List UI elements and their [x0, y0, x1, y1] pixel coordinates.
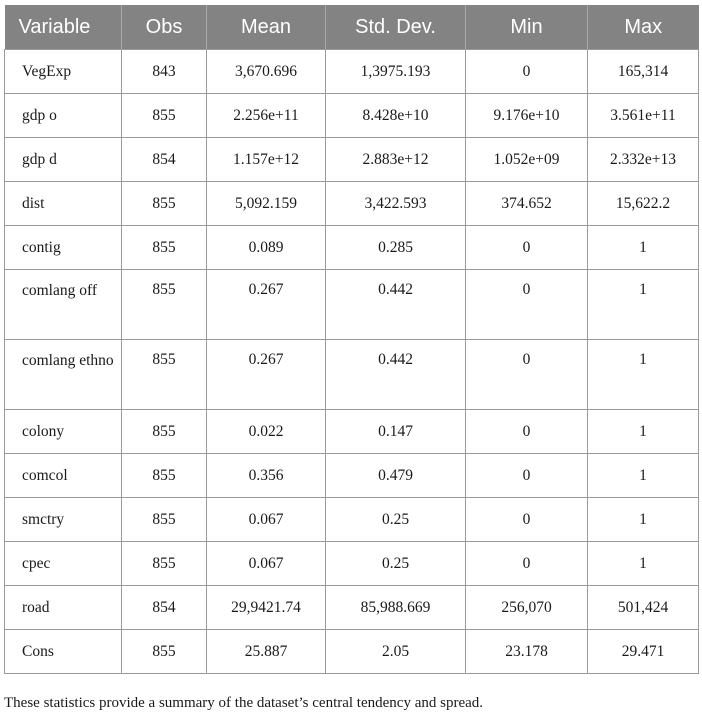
cell-mean: 0.356 [207, 454, 326, 498]
cell-mean: 29,9421.74 [207, 586, 326, 630]
header-mean: Mean [207, 5, 326, 50]
header-variable: Variable [5, 5, 122, 50]
cell-max: 1 [588, 270, 699, 340]
table-row [5, 454, 699, 498]
cell-mean: 0.089 [207, 226, 326, 270]
cell-mean: 5,092.159 [207, 182, 326, 226]
cell-mean: 0.067 [207, 498, 326, 542]
cell-mean: 2.256e+11 [207, 94, 326, 138]
cell-max: 1 [588, 226, 699, 270]
summary-statistics-table [4, 5, 699, 674]
cell-variable: smctry [5, 498, 122, 542]
cell-max: 501,424 [588, 586, 699, 630]
table-row [5, 340, 699, 410]
cell-std-dev: 0.25 [326, 498, 466, 542]
cell-mean: 0.267 [207, 270, 326, 340]
cell-min: 1.052e+09 [466, 138, 588, 182]
cell-min: 0 [466, 498, 588, 542]
cell-min: 0 [466, 226, 588, 270]
cell-max: 1 [588, 454, 699, 498]
cell-obs: 854 [122, 586, 207, 630]
table-row [5, 50, 699, 94]
cell-mean: 3,670.696 [207, 50, 326, 94]
cell-max: 165,314 [588, 50, 699, 94]
cell-variable: cpec [5, 542, 122, 586]
cell-min: 374.652 [466, 182, 588, 226]
cell-min: 0 [466, 410, 588, 454]
table-row [5, 498, 699, 542]
header-obs: Obs [122, 5, 207, 50]
cell-obs: 855 [122, 340, 207, 410]
table-row [5, 542, 699, 586]
cell-std-dev: 1,3975.193 [326, 50, 466, 94]
cell-obs: 843 [122, 50, 207, 94]
header-max: Max [588, 5, 699, 50]
cell-std-dev: 0.442 [326, 270, 466, 340]
header-std-dev: Std. Dev. [326, 5, 466, 50]
cell-mean: 25.887 [207, 630, 326, 674]
cell-max: 1 [588, 410, 699, 454]
cell-std-dev: 0.479 [326, 454, 466, 498]
cell-mean: 0.067 [207, 542, 326, 586]
cell-max: 1 [588, 340, 699, 410]
cell-variable: gdp d [5, 138, 122, 182]
cell-std-dev: 0.147 [326, 410, 466, 454]
cell-std-dev: 8.428e+10 [326, 94, 466, 138]
cell-std-dev: 85,988.669 [326, 586, 466, 630]
cell-obs: 855 [122, 270, 207, 340]
cell-std-dev: 0.285 [326, 226, 466, 270]
cell-obs: 855 [122, 226, 207, 270]
cell-min: 0 [466, 542, 588, 586]
cell-variable: colony [5, 410, 122, 454]
cell-mean: 0.022 [207, 410, 326, 454]
cell-std-dev: 0.442 [326, 340, 466, 410]
cell-obs: 855 [122, 454, 207, 498]
cell-std-dev: 2.05 [326, 630, 466, 674]
table-footnote: These statistics provide a summary of the dataset’s central tendency and spread. [4, 695, 484, 711]
cell-min: 0 [466, 50, 588, 94]
cell-variable: dist [5, 182, 122, 226]
cell-max: 3.561e+11 [588, 94, 699, 138]
table-row [5, 270, 699, 340]
cell-obs: 855 [122, 542, 207, 586]
cell-min: 23.178 [466, 630, 588, 674]
cell-max: 29.471 [588, 630, 699, 674]
cell-variable: road [5, 586, 122, 630]
table-header-row [5, 5, 699, 50]
cell-variable: comcol [5, 454, 122, 498]
table-row [5, 138, 699, 182]
cell-min: 0 [466, 454, 588, 498]
cell-max: 1 [588, 542, 699, 586]
cell-obs: 855 [122, 182, 207, 226]
table-row [5, 94, 699, 138]
header-min: Min [466, 5, 588, 50]
cell-obs: 854 [122, 138, 207, 182]
cell-min: 0 [466, 270, 588, 340]
cell-obs: 855 [122, 410, 207, 454]
cell-variable: gdp o [5, 94, 122, 138]
table-row [5, 182, 699, 226]
cell-min: 9.176e+10 [466, 94, 588, 138]
cell-obs: 855 [122, 498, 207, 542]
cell-variable: comlang off [5, 270, 122, 340]
cell-mean: 0.267 [207, 340, 326, 410]
cell-min: 256,070 [466, 586, 588, 630]
cell-max: 15,622.2 [588, 182, 699, 226]
cell-variable: contig [5, 226, 122, 270]
table-row [5, 226, 699, 270]
cell-obs: 855 [122, 94, 207, 138]
cell-min: 0 [466, 340, 588, 410]
cell-std-dev: 3,422.593 [326, 182, 466, 226]
cell-std-dev: 0.25 [326, 542, 466, 586]
cell-mean: 1.157e+12 [207, 138, 326, 182]
table-row [5, 586, 699, 630]
table-row [5, 410, 699, 454]
cell-std-dev: 2.883e+12 [326, 138, 466, 182]
table-row [5, 630, 699, 674]
cell-max: 1 [588, 498, 699, 542]
summary-statistics-table-container [4, 5, 698, 674]
cell-max: 2.332e+13 [588, 138, 699, 182]
cell-variable: Cons [5, 630, 122, 674]
cell-obs: 855 [122, 630, 207, 674]
cell-variable: comlang ethno [5, 340, 122, 410]
cell-variable: VegExp [5, 50, 122, 94]
